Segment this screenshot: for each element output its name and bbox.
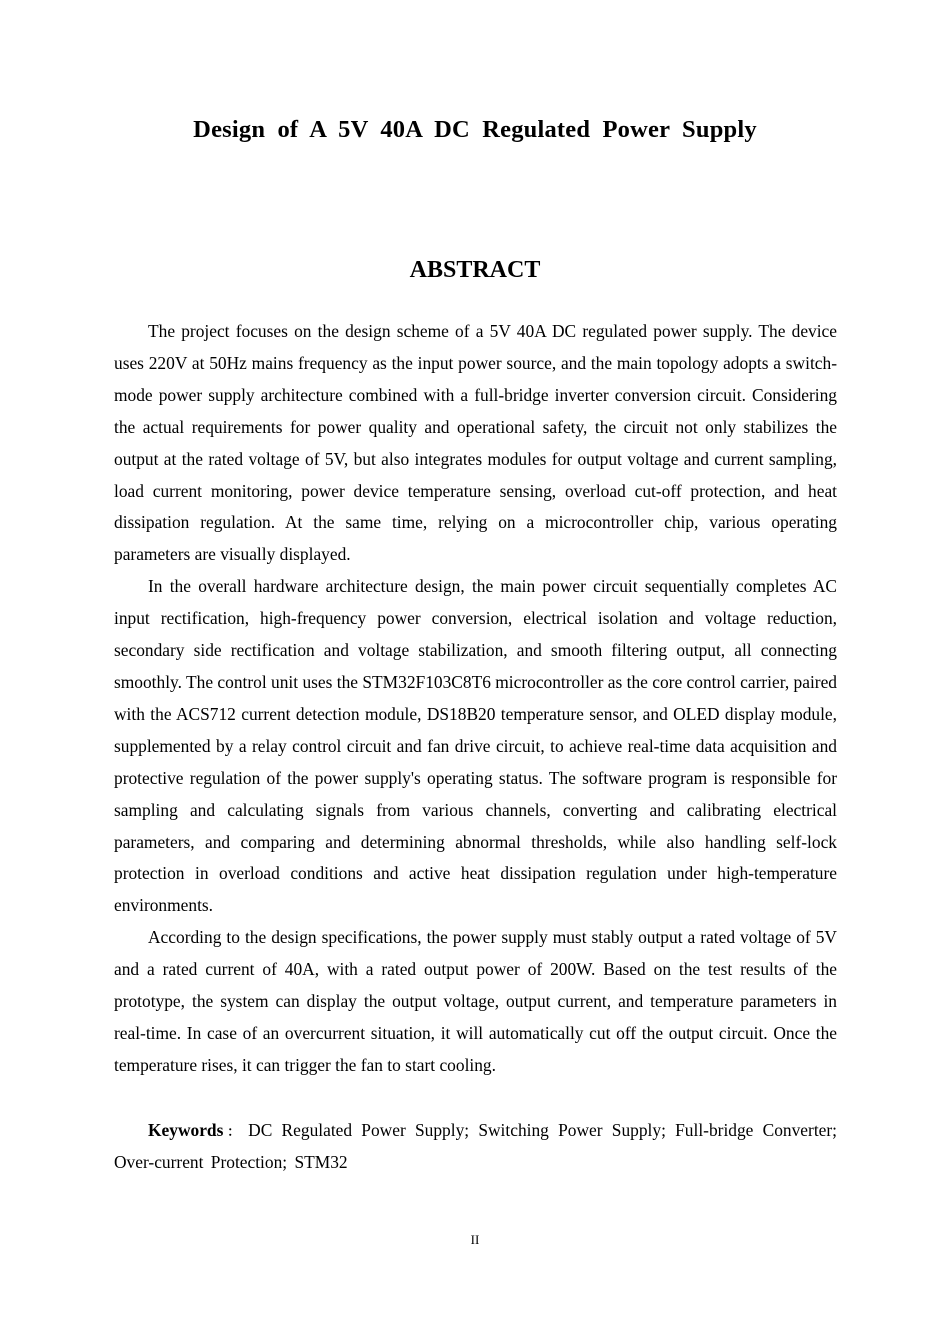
- keywords-line: [114, 1115, 837, 1178]
- keywords-text: DC Regulated Power Supply; Switching Power Supply; Full-bridge Converter; Over-current Protection; STM32: [114, 1120, 837, 1172]
- abstract-body: [114, 316, 837, 1082]
- keywords-separator: ：: [225, 1124, 243, 1139]
- abstract-paragraph-2: In the overall hardware architecture design, the main power circuit sequentially completes AC input rectification, high-frequency power conversion, electrical isolation and voltage reduction, secondary side rectification and voltage stabilization, and smooth filtering output, all connecting smoothly. The control unit uses the STM32F103C8T6 microcontroller as the core control carrier, paired with the ACS712 current detection module, DS18B20 temperature sensor, and OLED display module, supplemented by a relay control circuit and fan drive circuit, to achieve real-time data acquisition and protective regulation of the power supply's operating status. The software program is responsible for sampling and calculating signals from various channels, converting and calibrating electrical parameters, and comparing and determining abnormal thresholds, while also handling self-lock protection in overload conditions and active heat dissipation regulation under high-temperature environments.: [114, 576, 837, 916]
- abstract-paragraph-1: The project focuses on the design scheme of a 5V 40A DC regulated power supply. The device uses 220V at 50Hz mains frequency as the input power source, and the main topology adopts a switch-mode power supply architecture combined with a full-bridge inverter conversion circuit. Considering the actual requirements for power quality and operational safety, the circuit not only stabilizes the output at the rated voltage of 5V, but also integrates modules for output voltage and current sampling, load current monitoring, power device temperature sensing, overload cut-off protection, and heat dissipation regulation. At the same time, relying on a microcontroller chip, various operating parameters are visually displayed.: [114, 321, 837, 565]
- keywords-label: Keywords: [148, 1120, 224, 1140]
- abstract-paragraph-3: According to the design specifications, the power supply must stably output a rated voltage of 5V and a rated current of 40A, with a rated output power of 200W. Based on the test results of the prototype, the system can display the output voltage, output current, and temperature parameters in real-time. In case of an overcurrent situation, it will automatically cut off the output circuit. Once the temperature rises, it can trigger the fan to start cooling.: [114, 927, 837, 1075]
- page-number: II: [470, 1232, 480, 1247]
- abstract-heading: ABSTRACT: [409, 257, 541, 283]
- document-title: Design of A 5V 40A DC Regulated Power Supply: [193, 116, 757, 143]
